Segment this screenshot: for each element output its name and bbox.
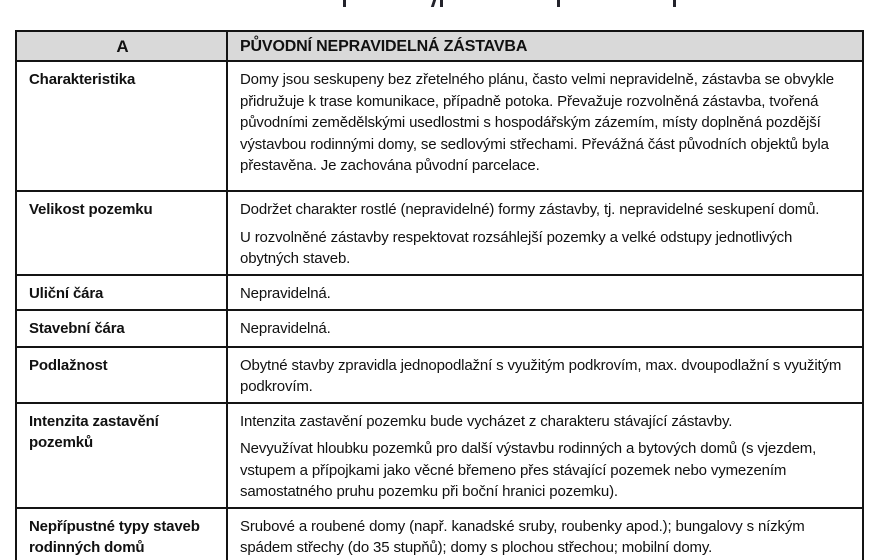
table-row-ulicni-cara — [17, 276, 862, 311]
table-row-nepripustne-typy — [17, 509, 862, 560]
table-row-stavebni-cara — [17, 311, 862, 348]
paragraph: Domy jsou seskupeny bez zřetelného plánu, často velmi nepravidelně, zástavba se obvykle přidružuje k trase komunikace, případně potoka. Převažuje rozvolněná zástavba, tvořená původními zemědělskými usedlostmi s hospodářským zázemím, místy doplněná pozdější výstavbou rodinnými domy, se sedlovými střechami. Převážná část původních objektů byla přestavěna. Je zachována původní parcelace. — [240, 71, 834, 174]
row-value — [228, 311, 862, 348]
row-value — [228, 509, 862, 560]
caption-descender-fragment — [431, 0, 436, 7]
row-label: Intenzita zastavění pozemků — [17, 404, 228, 509]
header-zone-title: PŮVODNÍ NEPRAVIDELNÁ ZÁSTAVBA — [228, 32, 862, 62]
table-header-row — [17, 32, 862, 62]
row-value — [228, 404, 862, 509]
caption-descender-fragment — [343, 0, 346, 7]
row-label: Uliční čára — [17, 276, 228, 311]
row-label: Podlažnost — [17, 348, 228, 404]
row-label: Nepřípustné typy staveb rodinných domů — [17, 509, 228, 560]
row-label: Stavební čára — [17, 311, 228, 348]
paragraph: Obytné stavby zpravidla jednopodlažní s využitým podkrovím, max. dvoupodlažní s využitým podkrovím. — [240, 356, 842, 395]
table-row-velikost-pozemku — [17, 192, 862, 276]
paragraph: Nepravidelná. — [240, 284, 331, 302]
paragraph: U rozvolněné zástavby respektovat rozsáhlejší pozemky a velké odstupy jednotlivých obytných staveb. — [240, 228, 793, 267]
row-value — [228, 62, 862, 192]
caption-descender-fragment — [557, 0, 560, 7]
row-value — [228, 192, 862, 276]
paragraph: Srubové a roubené domy (např. kanadské sruby, roubenky apod.); bungalovy s nízkým spádem střechy (do 35 stupňů); domy s plochou střechou; mobilní domy. — [240, 517, 805, 556]
paragraph: Nepravidelná. — [240, 319, 331, 337]
row-value — [228, 276, 862, 311]
paragraph: Nevyužívat hloubku pozemků pro další výstavbu rodinných a bytových domů (s vjezdem, vstupem a přípojkami jako věcné břemeno přes stávající pozemek nebo vymezením samostatného pruhu pozemku při boční hranici pozemku). — [240, 440, 817, 500]
row-value — [228, 348, 862, 404]
row-label: Velikost pozemku — [17, 192, 228, 276]
table-row-podlaznost — [17, 348, 862, 404]
paragraph: Intenzita zastavění pozemku bude vycházet z charakteru stávající zástavby. — [240, 412, 733, 430]
table-row-intenzita-zastaveni — [17, 404, 862, 509]
caption-descender-fragment — [440, 0, 443, 7]
regulation-table — [15, 30, 864, 560]
paragraph: Dodržet charakter rostlé (nepravidelné) formy zástavby, tj. nepravidelné seskupení domů. — [240, 201, 820, 218]
caption-descender-fragment — [673, 0, 676, 7]
table-row-charakteristika — [17, 62, 862, 192]
row-label: Charakteristika — [17, 62, 228, 192]
header-zone-code: A — [17, 32, 228, 62]
